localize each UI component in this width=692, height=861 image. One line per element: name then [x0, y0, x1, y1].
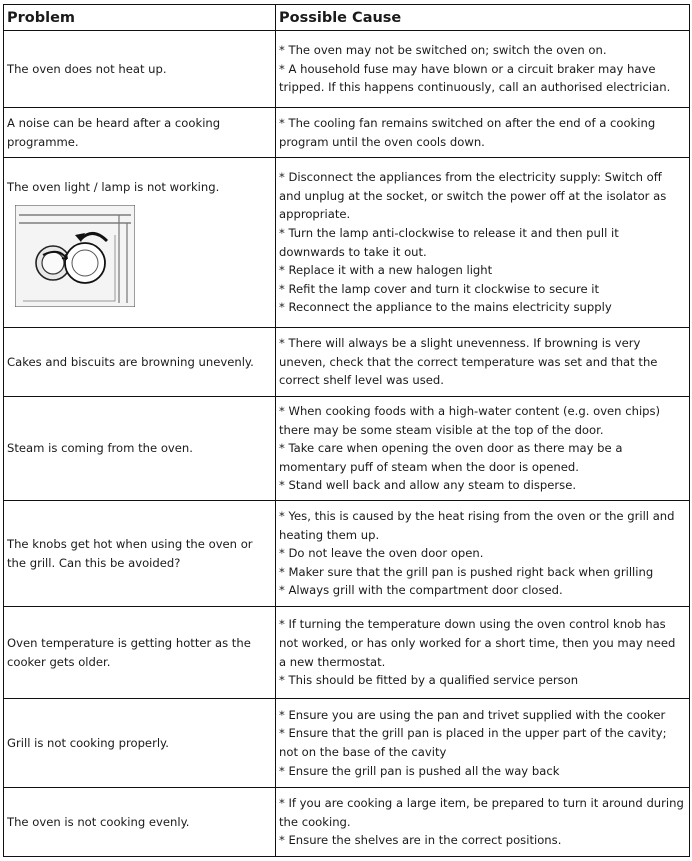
problem-text: The oven light / lamp is not working. [7, 180, 220, 195]
cause-line: * Refit the lamp cover and turn it clockwise to secure it [279, 281, 600, 296]
cause-line: * The cooling fan remains switched on after the end of a cooking program until the oven cools down. [279, 115, 656, 149]
problem-cell: Oven temperature is getting hotter as the cooker gets older. [4, 607, 276, 699]
cause-line: * Replace it with a new halogen light [279, 263, 493, 278]
cause-cell [276, 501, 690, 607]
cause-line: * When cooking foods with a high-water content (e.g. oven chips) there may be some steam visible at the top of the door. [279, 404, 661, 437]
problem-cell: The oven does not heat up. [4, 31, 276, 108]
cause-line: * The oven may not be switched on; switch the oven on. [279, 43, 607, 58]
cause-line: * This should be fitted by a qualified service person [279, 673, 579, 688]
cause-line: * Disconnect the appliances from the electricity supply: Switch off and unplug at the socket, or switch the power off at the isolator as appropriate. [279, 170, 667, 222]
oven-lamp-illustration [15, 205, 135, 307]
cause-cell [276, 788, 690, 857]
cause-cell [276, 31, 690, 108]
cause-line: * Turn the lamp anti-clockwise to release it and then pull it downwards to take it out. [279, 225, 619, 259]
cause-cell [276, 607, 690, 699]
problem-cell: The knobs get hot when using the oven or the grill. Can this be avoided? [4, 501, 276, 607]
cause-line: * Reconnect the appliance to the mains electricity supply [279, 300, 612, 315]
cause-line: * If you are cooking a large item, be prepared to turn it around during the cooking. [279, 796, 684, 829]
header-possible-cause: Possible Cause [276, 5, 690, 31]
cause-line: * Take care when opening the oven door as there may be a momentary puff of steam when the door is opened. [279, 441, 623, 474]
cause-cell [276, 158, 690, 328]
problem-cell: Steam is coming from the oven. [4, 397, 276, 501]
table-header-row [4, 5, 690, 31]
table-row [4, 607, 690, 699]
header-problem: Problem [4, 5, 276, 31]
problem-cell: Cakes and biscuits are browning unevenly. [4, 328, 276, 397]
problem-cell: The oven is not cooking evenly. [4, 788, 276, 857]
troubleshooting-table [3, 4, 690, 857]
table-row [4, 501, 690, 607]
cause-line: * Do not leave the oven door open. [279, 546, 484, 561]
cause-line: * Stand well back and allow any steam to disperse. [279, 478, 577, 493]
problem-cell: A noise can be heard after a cooking programme. [4, 108, 276, 158]
table-row [4, 699, 690, 788]
table-row [4, 397, 690, 501]
table-row [4, 158, 690, 328]
cause-line: * Ensure the grill pan is pushed all the way back [279, 763, 560, 778]
cause-line: * There will always be a slight unevenness. If browning is very uneven, check that the correct temperature was set and that the correct shelf level was used. [279, 336, 658, 388]
cause-line: * A household fuse may have blown or a circuit braker may have tripped. If this happens continuously, call an authorised electrician. [279, 61, 671, 95]
cause-line: * Ensure the shelves are in the correct positions. [279, 833, 562, 848]
cause-line: * Ensure you are using the pan and trivet supplied with the cooker [279, 707, 666, 722]
cause-line: * Yes, this is caused by the heat rising from the oven or the grill and heating them up. [279, 509, 675, 542]
problem-cell: Grill is not cooking properly. [4, 699, 276, 788]
table-row [4, 788, 690, 857]
cause-line: * Ensure that the grill pan is placed in the upper part of the cavity; not on the base of the cavity [279, 726, 667, 759]
cause-cell [276, 328, 690, 397]
cause-cell [276, 108, 690, 158]
cause-cell [276, 397, 690, 501]
problem-cell [4, 158, 276, 328]
table-row [4, 328, 690, 397]
cause-line: * Maker sure that the grill pan is pushed right back when grilling [279, 564, 654, 579]
table-row [4, 108, 690, 158]
table-row [4, 31, 690, 108]
cause-line: * If turning the temperature down using the oven control knob has not worked, or has only worked for a short time, then you may need a new thermostat. [279, 617, 676, 669]
cause-cell [276, 699, 690, 788]
cause-line: * Always grill with the compartment door closed. [279, 583, 563, 598]
